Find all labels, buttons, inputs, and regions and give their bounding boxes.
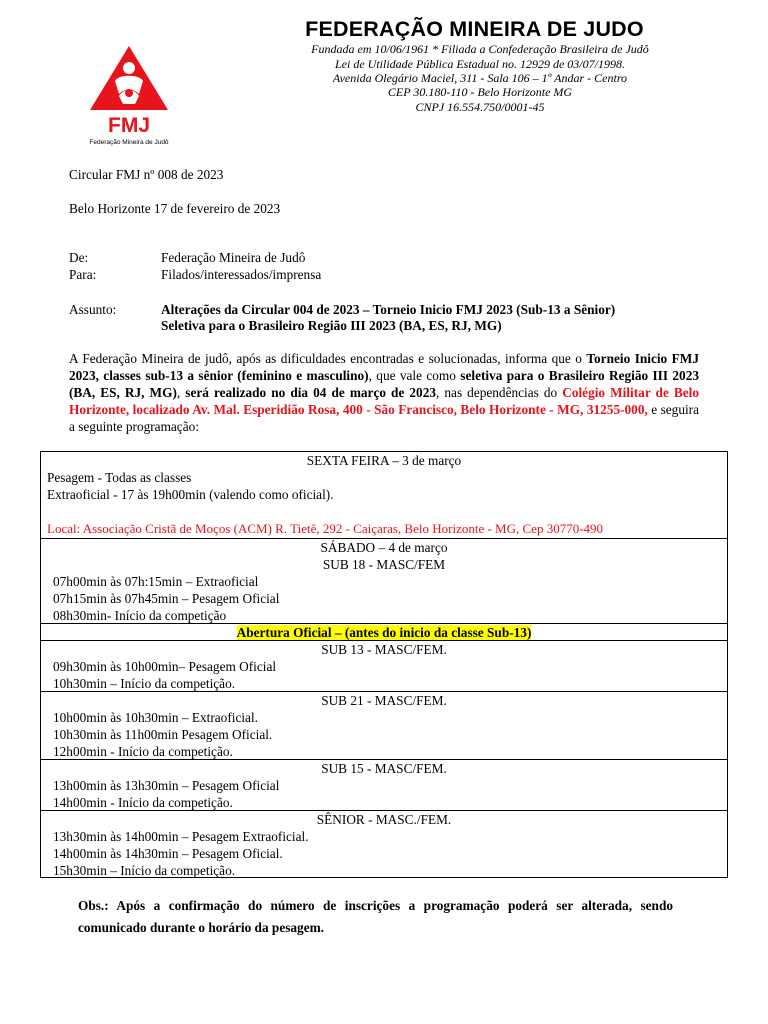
schedule-line: 15h30min – Início da competição. bbox=[53, 863, 236, 878]
schedule-line: 12h00min - Início da competição. bbox=[53, 744, 233, 759]
sub21-section bbox=[41, 691, 727, 760]
subject-label: Assunto: bbox=[69, 302, 117, 317]
schedule-line: 08h30min- Início da competição bbox=[53, 608, 227, 623]
to-value: Filados/interessados/imprensa bbox=[161, 267, 322, 282]
org-name: FEDERAÇÃO MINEIRA DE JUDO bbox=[305, 17, 644, 41]
logo-caption: Federação Mineira de Judô bbox=[89, 139, 169, 146]
schedule-line: 14h00min - Início da competição. bbox=[53, 795, 233, 810]
schedule-line: 13h30min às 14h00min – Pesagem Extraoficial. bbox=[53, 829, 309, 844]
letterhead-line: Avenida Olegário Maciel, 311 - Sala 106 – 1º Andar - Centro bbox=[332, 71, 628, 85]
saturday-title: SÁBADO – 4 de março bbox=[320, 540, 448, 555]
friday-section bbox=[41, 452, 727, 538]
saturday-sub18-section bbox=[41, 538, 727, 624]
friday-location: Local: Associação Cristã de Moços (ACM) R. Tietê, 292 - Caiçaras, Belo Horizonte - MG, Cep 30770-490 bbox=[47, 521, 604, 536]
schedule-line: 10h00min às 10h30min – Extraoficial. bbox=[53, 710, 258, 725]
letterhead-line: Fundada em 10/06/1961 * Filiada a Confederação Brasileira de Judô bbox=[311, 42, 649, 56]
fmj-logo bbox=[88, 44, 170, 148]
letterhead-line: CEP 30.180-110 - Belo Horizonte MG bbox=[387, 85, 573, 99]
schedule-line: 10h30min às 11h00min Pesagem Oficial. bbox=[53, 727, 273, 742]
sub13-title: SUB 13 - MASC/FEM. bbox=[321, 642, 447, 657]
schedule-line: 07h00min às 07h:15min – Extraoficial bbox=[53, 574, 259, 589]
friday-title: SEXTA FEIRA – 3 de março bbox=[306, 453, 462, 468]
sub18-title: SUB 18 - MASC/FEM bbox=[322, 557, 446, 572]
letterhead-line: CNPJ 16.554.750/0001-45 bbox=[415, 100, 545, 114]
logo-acronym: FMJ bbox=[108, 114, 150, 137]
sub15-title: SUB 15 - MASC/FEM. bbox=[321, 761, 447, 776]
schedule-table bbox=[40, 451, 728, 878]
senior-title: SÊNIOR - MASC./FEM. bbox=[316, 812, 452, 827]
to-label: Para: bbox=[69, 267, 97, 282]
opening-ceremony-note: Abertura Oficial – (antes do inicio da classe Sub-13) bbox=[236, 625, 532, 640]
senior-section bbox=[41, 810, 727, 879]
subject-line-2: Seletiva para o Brasileiro Região III 2023 (BA, ES, RJ, MG) bbox=[161, 318, 502, 333]
circular-number: Circular FMJ nº 008 de 2023 bbox=[69, 167, 224, 182]
schedule-line: Pesagem - Todas as classes bbox=[47, 470, 192, 485]
sub21-title: SUB 21 - MASC/FEM. bbox=[321, 693, 447, 708]
schedule-line: 10h30min – Início da competição. bbox=[53, 676, 236, 691]
schedule-line: Extraoficial - 17 às 19h00min (valendo como oficial). bbox=[47, 487, 334, 502]
from-value: Federação Mineira de Judô bbox=[161, 250, 306, 265]
from-label: De: bbox=[69, 250, 89, 265]
date-line: Belo Horizonte 17 de fevereiro de 2023 bbox=[69, 201, 281, 216]
subject-line-1: Alterações da Circular 004 de 2023 – Torneio Inicio FMJ 2023 (Sub-13 a Sênior) bbox=[161, 302, 616, 317]
schedule-line: 07h15min às 07h45min – Pesagem Oficial bbox=[53, 591, 280, 606]
sub13-section bbox=[41, 640, 727, 692]
schedule-line: 09h30min às 10h00min– Pesagem Oficial bbox=[53, 659, 277, 674]
observation-note bbox=[78, 895, 673, 939]
schedule-line: 14h00min às 14h30min – Pesagem Oficial. bbox=[53, 846, 283, 861]
sub15-section bbox=[41, 759, 727, 811]
schedule-line: 13h00min às 13h30min – Pesagem Oficial bbox=[53, 778, 280, 793]
venue-text: Colégio Militar de Belo Horizonte, localizado Av. Mal. Esperidião Rosa, 400 - São Francisco, Belo Horizonte - MG, 31255-000, bbox=[69, 385, 700, 417]
opening-section bbox=[41, 623, 727, 641]
obs-label: Obs.: bbox=[78, 898, 109, 913]
letterhead-line: Lei de Utilidade Pública Estadual no. 12929 de 03/07/1998. bbox=[335, 57, 625, 71]
intro-paragraph: A Federação Mineira de judô, após as dificuldades encontradas e solucionadas, informa que o Torneio Inicio FMJ 2023, classes sub-13 a sênior (feminino e masculino), que vale como seletiva para o Brasileiro Região III 2023 (BA, ES, RJ, MG), será realizado no dia 04 de março de 2023, nas dependências do Colégio Militar de Belo Horizonte, localizado Av. Mal. Esperidião Rosa, 400 - São Francisco, Belo Horizonte - MG, 31255-000, e seguira a seguinte programação: bbox=[69, 351, 700, 434]
obs-text: Após a confirmação do número de inscrições a programação poderá ser alterada, sendo comunicado durante o horário da pesagem. bbox=[78, 898, 673, 935]
